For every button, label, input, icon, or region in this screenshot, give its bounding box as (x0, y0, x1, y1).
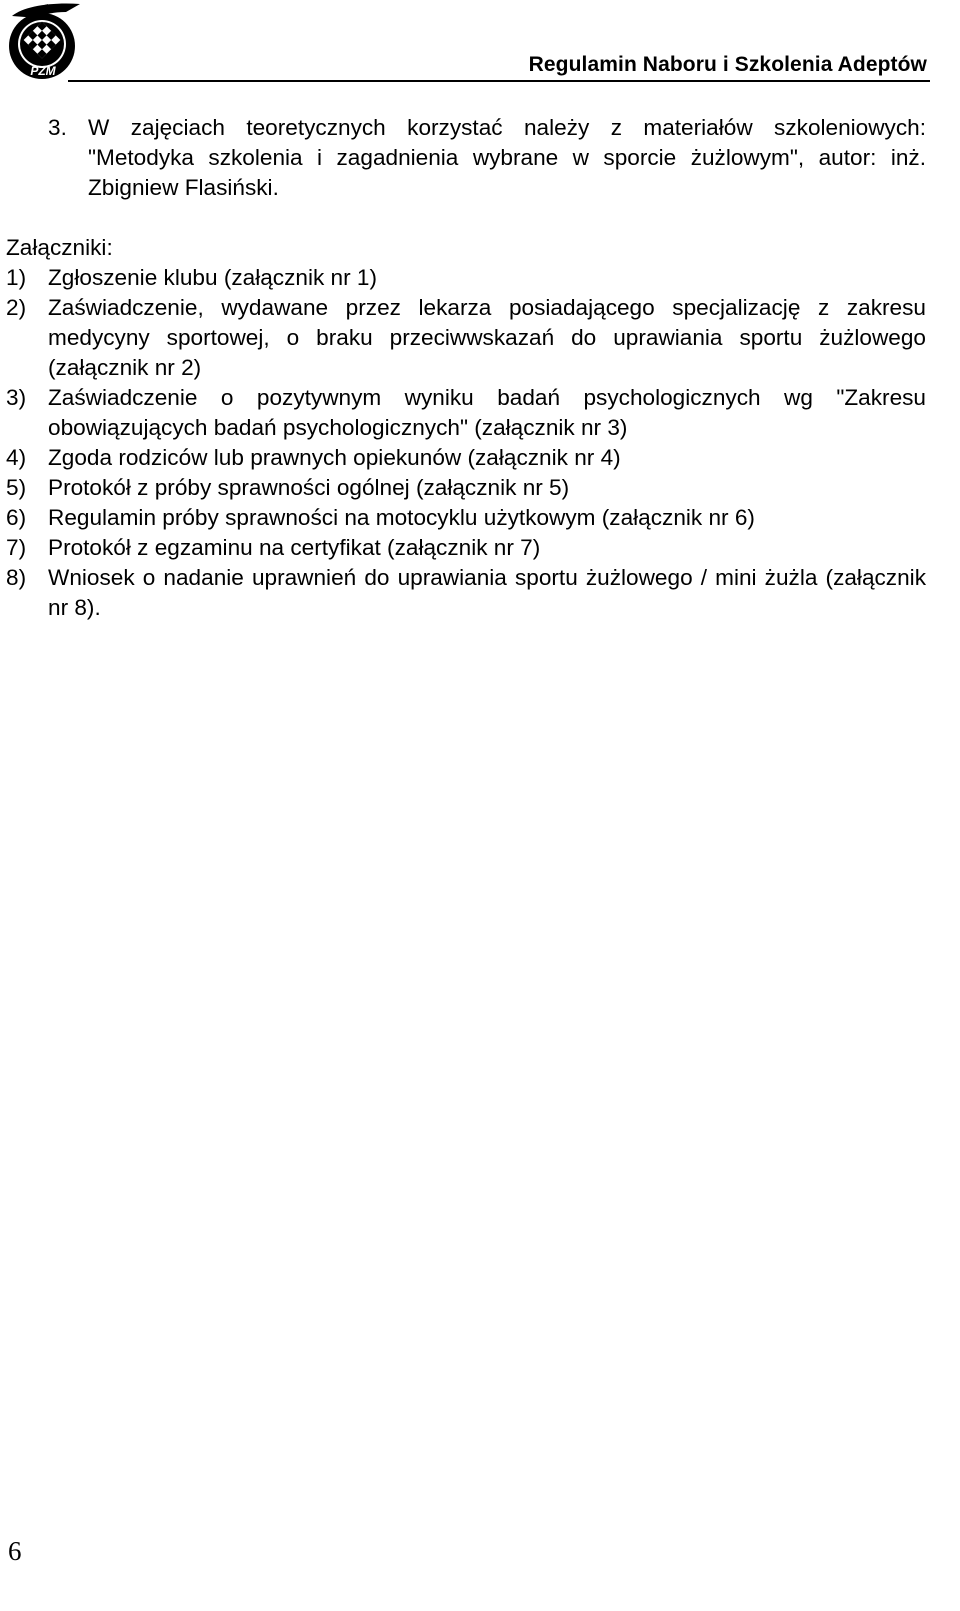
point-number: 3. (48, 115, 67, 140)
attachment-text: Regulamin próby sprawności na motocyklu użytkowym (załącznik nr 6) (48, 505, 755, 530)
attachment-item (6, 503, 926, 533)
paragraph-gap (6, 203, 926, 233)
page-content (6, 113, 926, 623)
attachment-text: Protokół z egzaminu na certyfikat (załącznik nr 7) (48, 535, 541, 560)
attachment-item (6, 443, 926, 473)
attachments-heading: Załączniki: (6, 235, 113, 260)
attachment-text: Zgoda rodziców lub prawnych opiekunów (załącznik nr 4) (48, 445, 621, 470)
page-number: 6 (8, 1536, 22, 1566)
header-rule (68, 80, 930, 82)
attachment-item (6, 263, 926, 293)
point-3 (6, 113, 926, 203)
attachment-number: 1) (6, 265, 27, 290)
attachment-item (6, 383, 926, 443)
attachment-item (6, 293, 926, 383)
attachment-number: 4) (6, 445, 27, 470)
attachment-item (6, 473, 926, 503)
attachment-number: 2) (6, 295, 27, 320)
pzm-logo-icon (4, 2, 82, 82)
attachment-item (6, 563, 926, 623)
attachment-number: 6) (6, 505, 27, 530)
logo-text: PZM (30, 64, 56, 78)
attachment-item (6, 533, 926, 563)
attachment-text: Wniosek o nadanie uprawnień do uprawiania sportu żużlowego / mini żużla (załącznik nr 8). (48, 565, 926, 620)
attachment-text: Zaświadczenie, wydawane przez lekarza posiadającego specjalizację z zakresu medycyny sportowej, o braku przeciwwskazań do uprawiania sportu żużlowego (załącznik nr 2) (48, 295, 926, 380)
attachment-number: 8) (6, 565, 27, 590)
attachment-text: Protokół z próby sprawności ogólnej (załącznik nr 5) (48, 475, 570, 500)
attachment-number: 3) (6, 385, 27, 410)
attachment-text: Zgłoszenie klubu (załącznik nr 1) (48, 265, 378, 290)
attachment-number: 5) (6, 475, 27, 500)
attachments-list (6, 263, 926, 623)
running-header-title: Regulamin Naboru i Szkolenia Adeptów (528, 53, 927, 76)
attachment-number: 7) (6, 535, 27, 560)
point-text: W zajęciach teoretycznych korzystać należy z materiałów szkoleniowych: "Metodyka szkolenia i zagadnienia wybrane w sporcie żużlowym", autor: inż. Zbigniew Flasiński. (88, 115, 926, 200)
attachment-text: Zaświadczenie o pozytywnym wyniku badań psychologicznych wg "Zakresu obowiązujących badań psychologicznych" (załącznik nr 3) (48, 385, 926, 440)
